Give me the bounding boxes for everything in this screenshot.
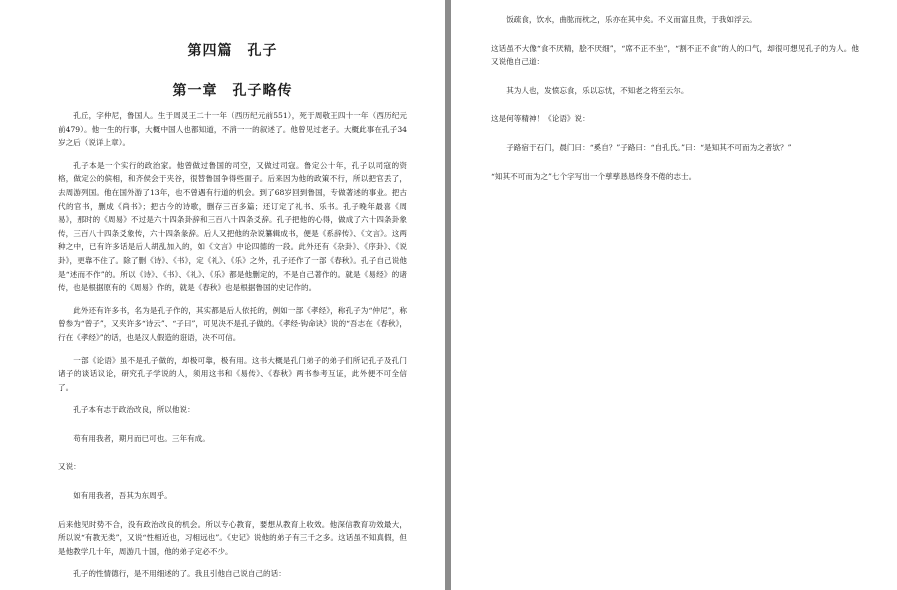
paragraph: 孔子本有志于政治改良，所以他说： bbox=[73, 405, 195, 415]
paragraph: 孔丘，字仲尼，鲁国人。生于周灵王二十一年（西历纪元前551），死于周敬王四十一年（西历纪元前479）。他一生的行事，大概中国人也都知道，不消一一的叙述了。他曾见过老子。大概此事在孔子34岁之后（说详上章）。 bbox=[58, 111, 407, 148]
paragraph: 后来他见时势不合，没有政治改良的机会。所以专心教育，要想从教育上收效。他深信教育功效最大，所以说“有教无类”，又说“性相近也，习相远也”。《史记》说他的弟子有三千之多。这话虽不知真假，但是他教学几十年，周游几十国，他的弟子定必不少。 bbox=[58, 519, 407, 556]
paragraph: 又说： bbox=[58, 462, 81, 472]
paragraph: 这话虽不大像“食不厌精，脍不厌细”，“席不正不坐”，“割不正不食”的人的口气，却很可想见孔子的为人。他又说他自己道： bbox=[491, 43, 859, 67]
quote: 饭疏食，饮水，曲肱而枕之，乐亦在其中矣。不义而富且贵，于我如浮云。 bbox=[506, 15, 757, 24]
quote: 如有用我者，吾其为东周乎。 bbox=[73, 491, 172, 501]
quote: 子路宿于石门，晨门曰：“奚自？”子路曰：“自孔氏。”曰：“是知其不可而为之者欤？” bbox=[506, 142, 792, 152]
paragraph: 孔子的性情德行，是不用细述的了。我且引他自己说自己的话： bbox=[73, 569, 286, 579]
part-title: 第四篇 孔子 bbox=[187, 43, 278, 59]
paragraph: 孔子本是一个实行的政治家。他曾做过鲁国的司空，又做过司寇。鲁定公十年，孔子以司寇的资格，做定公的傧相，和齐侯会于夹谷，很替鲁国争得些面子。后来因为他的政策不行，所以把官丢了，去周游列国。他在国外游了13年，也不曾遇有行道的机会。到了68岁回到鲁国，专做著述的事业。把古代的官书，删成《尚书》；把古今的诗歌，删存三百多篇；还订定了礼书、乐书。孔子晚年最喜《周易》，那时的《周易》不过是六十四条卦辞和三百八十四条爻辞。孔子把他的心得，做成了六十四条卦象传，三百八十四条爻象传，六十四条彖辞。后人又把他的杂说纂辑成书，便是《系辞传》、《文言》。这两种之中，已有许多话是后人胡乱加入的，如《文言》中论四德的一段。此外还有《杂卦》、《序卦》、《说卦》，更靠不住了。除了删《诗》、《书》，定《礼》、《乐》之外，孔子还作了一部《春秋》。孔子自己说他是“述而不作”的。所以《诗》、《书》、《礼》、《乐》都是他删定的，不是自己著作的。就是《易经》的诸传，也是根据原有的《周易》作的，就是《春秋》也是根据鲁国的史记作的。 bbox=[58, 160, 407, 293]
paragraph: 此外还有许多书，名为是孔子作的，其实都是后人依托的，例如一部《孝经》，称孔子为“仲尼”，称曾参为“曾子”，又夹许多“诗云”、“子曰”，可见决不是孔子做的。《孝经·钩命诀》说的“吾志在《春秋》，行在《孝经》”的话，也是汉人假造的诳语，决不可信。 bbox=[58, 305, 407, 342]
quote: 其为人也，发愤忘食，乐以忘忧，不知老之将至云尔。 bbox=[506, 85, 689, 95]
quote: 苟有用我者，期月而已可也。三年有成。 bbox=[73, 433, 210, 443]
right-page bbox=[451, 0, 897, 590]
paragraph: 一部《论语》虽不是孔子做的，却极可靠，极有用。这书大概是孔门弟子的弟子们所记孔子及孔门诸子的谈话议论，研究孔子学说的人，须用这书和《易传》、《春秋》两书参考互证，此外便不可全信了。 bbox=[58, 355, 407, 392]
paragraph: 这是何等精神！《论语》说： bbox=[491, 114, 590, 124]
left-page bbox=[0, 0, 445, 590]
paragraph: “知其不可而为之”七个字写出一个孳孳恳恳终身不倦的志士。 bbox=[491, 171, 697, 181]
chapter-title: 第一章 孔子略传 bbox=[172, 83, 293, 99]
